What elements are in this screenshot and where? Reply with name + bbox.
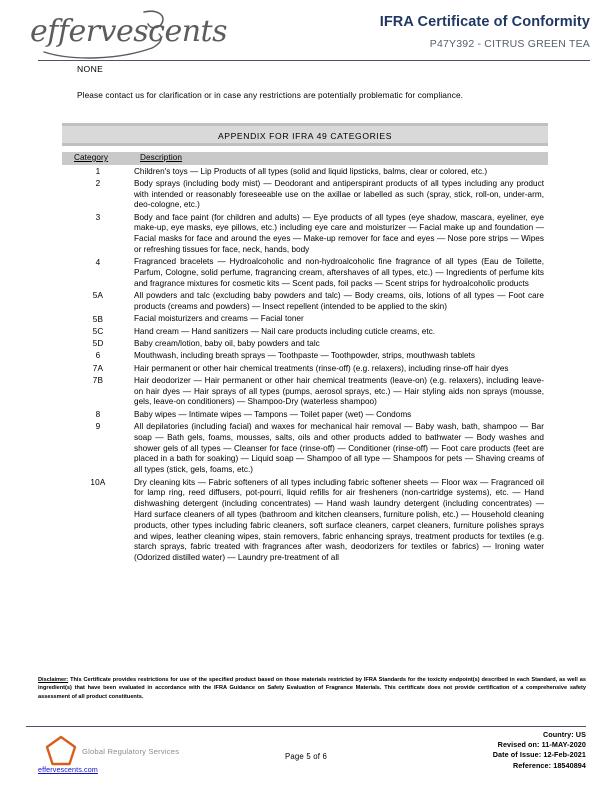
cell-category: 6 [95, 351, 101, 361]
table-row [62, 364, 548, 375]
table-row [62, 351, 548, 362]
brand-name: effervescents [30, 14, 227, 49]
appendix-banner-title: APPENDIX FOR IFRA 49 CATEGORIES [217, 131, 393, 141]
cell-category: 2 [95, 178, 101, 188]
table-row [62, 410, 548, 421]
table-row [62, 314, 548, 325]
cell-category: 10A [90, 477, 106, 487]
table-row [62, 291, 548, 313]
footer-metadata [493, 730, 586, 771]
table-row [62, 376, 548, 408]
header-divider [38, 60, 590, 61]
cell-description: Children's toys — Lip Products of all types (solid and liquid lipsticks, balms, clear or colored, etc.) [134, 166, 488, 176]
table-body [62, 167, 548, 564]
table-row [62, 213, 548, 256]
grs-label: Global Regulatory Services [82, 747, 180, 756]
pentagon-icon [44, 734, 78, 768]
cell-description: All powders and talc (excluding baby powders and talc) — Body creams, oils, lotions of all types — Foot care products (creams and powders) — Insect repellent (intended to be applied to the skin) [134, 291, 544, 312]
column-header-category: Category [74, 153, 109, 162]
table-row [62, 257, 548, 289]
revised-on-value: Revised on: 11-MAY-2020 [497, 740, 586, 750]
cell-category: 3 [95, 212, 101, 222]
effervescents-logo [26, 8, 227, 60]
reference-value: Reference: 18540894 [512, 760, 586, 770]
ifra-categories-table [62, 152, 548, 564]
cell-description: Body sprays (including body mist) — Deodorant and antiperspirant products of all types including any product with intended or reasonably foreseeable use on the axillae or labelled as such (spray, stick, roll-on, under-arm, deo-cologne, etc.) [134, 178, 544, 210]
table-row [62, 327, 548, 338]
document-footer [0, 727, 612, 792]
country-value: Country: US [542, 730, 586, 739]
date-of-issue-value: Date of Issue: 12-Feb-2021 [492, 750, 586, 760]
disclaimer-label: Disclaimer: [38, 677, 69, 683]
contact-note: Please contact us for clarification or in case any restrictions are potentially problematic for compliance. [77, 90, 464, 100]
cell-category: 9 [95, 422, 101, 432]
cell-description: Hair deodorizer — Hair permanent or other hair chemical treatments (leave-on) (e.g. relaxers), including leave-on hair dyes — Hair sprays of all types (pumps, aerosol sprays, etc.) — Hair styling aids non sprays (mousse, gels, leave-on conditioners) — Shampoo-Dry (waterless shampoo) [134, 375, 544, 407]
page-title: IFRA Certificate of Conformity [379, 14, 590, 30]
cell-description: All depilatories (including facial) and waxes for mechanical hair removal — Baby wash, bath, shampoo — Bar soap — Bath gels, foams, mousses, salts, oils and other products added to bathwater — Body washes and shower gels of all types — Cleanser for face (rinse-off) — Conditioner (rinse-off) — Foot care products (feet are placed in a bath for soaking) — Liquid soap — Shampoo of all type — Shampoos for pets — Shaving creams of all types (stick, gels, foams, etc.) [134, 422, 544, 475]
website-link[interactable]: effervescents.com [38, 765, 98, 774]
cell-category: 5C [92, 326, 104, 336]
cell-description: Facial moisturizers and creams — Facial toner [134, 314, 304, 324]
cell-description: Baby cream/lotion, baby oil, baby powders and talc [134, 338, 320, 348]
page-number: Page 5 of 6 [284, 752, 328, 761]
cell-category: 1 [95, 166, 101, 176]
cell-category: 5D [92, 339, 104, 349]
cell-category: 5A [92, 291, 104, 301]
table-row [62, 339, 548, 350]
cell-category: 5B [92, 314, 104, 324]
table-row [62, 422, 548, 476]
table-row [62, 167, 548, 178]
cell-category: 4 [95, 257, 101, 267]
product-subtitle: P47Y392 - CITRUS GREEN TEA [429, 38, 590, 50]
cell-category: 8 [95, 409, 101, 419]
restrictions-none-label: NONE [77, 64, 104, 74]
cell-description: Baby wipes — Intimate wipes — Tampons — Toilet paper (wet) — Condoms [134, 409, 412, 419]
cell-description: Fragranced bracelets — Hydroalcoholic and non-hydroalcoholic fine fragrance of all types (Eau de Toilette, Parfum, Cologne, solid perfume, fragrancing cream, aftershaves of all types, etc.) — Ingredients of perfume kits and fragrance mixtures for cosmetic kits — Scent pads, foil packs — Scent strips for hydroalcoholic products [134, 257, 544, 288]
column-header-description: Description [140, 153, 183, 162]
cell-description: Hand cream — Hand sanitizers — Nail care products including cuticle creams, etc. [134, 326, 436, 336]
disclaimer [38, 676, 586, 701]
appendix-banner [62, 123, 548, 146]
table-row [62, 478, 548, 564]
table-row [62, 179, 548, 211]
disclaimer-text: This Certificate provides restrictions for use of the specified product based on those materials restricted by IFRA Standards for the toxicity endpoint(s) described in each Standard, as well as ingredient(s) that have been evaluated in accordance with the IFRA Guidance on Safety Evaluation of Fragrance Materials. This certificate does not provide certification of a comprehensive safety assessment of all product constituents. [38, 677, 586, 700]
table-header-row [62, 152, 548, 165]
cell-description: Dry cleaning kits — Fabric softeners of all types including fabric softener sheets — Floor wax — Fragranced oil for lamp ring, reed diffusers, pot-pourri, liquid refills for air fresheners (non-cartridge systems), etc. — Hand dishwashing detergent (including concentrates) — Hand wash laundry detergent (including concentrates) — Hard surface cleaners of all types (bathroom and kitchen cleansers, furniture polish, etc.) — Household cleaning products, other types including fabric cleaners, soft surface cleaners, carpet cleaners, furniture polishes sprays and wipes, leather cleaning wipes, stain removers, fabric enhancing sprays, treatment products for textiles (e.g. starch sprays, fabric treated with fragrances after wash, deodorizers for textiles or fabrics) — Ironing water (Odorized distilled water) — Laundry pre-treatment of all [134, 477, 544, 563]
cell-description: Mouthwash, including breath sprays — Toothpaste — Toothpowder, strips, mouthwash tablets [134, 351, 475, 361]
cell-description: Body and face paint (for children and adults) — Eye products of all types (eye shadow, mascara, eyeliner, eye make-up, eye masks, eye pillows, etc.) including eye care and moisturizer — Facial make up and foundation — Facial masks for face and around the eyes — Make-up remover for face and eyes — Nose pore strips — Wipes or refreshing tissues for face, neck, hands, body [134, 212, 544, 255]
cell-category: 7B [92, 376, 104, 386]
document-header [0, 0, 612, 62]
cell-category: 7A [92, 363, 104, 373]
cell-description: Hair permanent or other hair chemical treatments (rinse-off) (e.g. relaxers), including rinse-off hair dyes [134, 363, 509, 373]
